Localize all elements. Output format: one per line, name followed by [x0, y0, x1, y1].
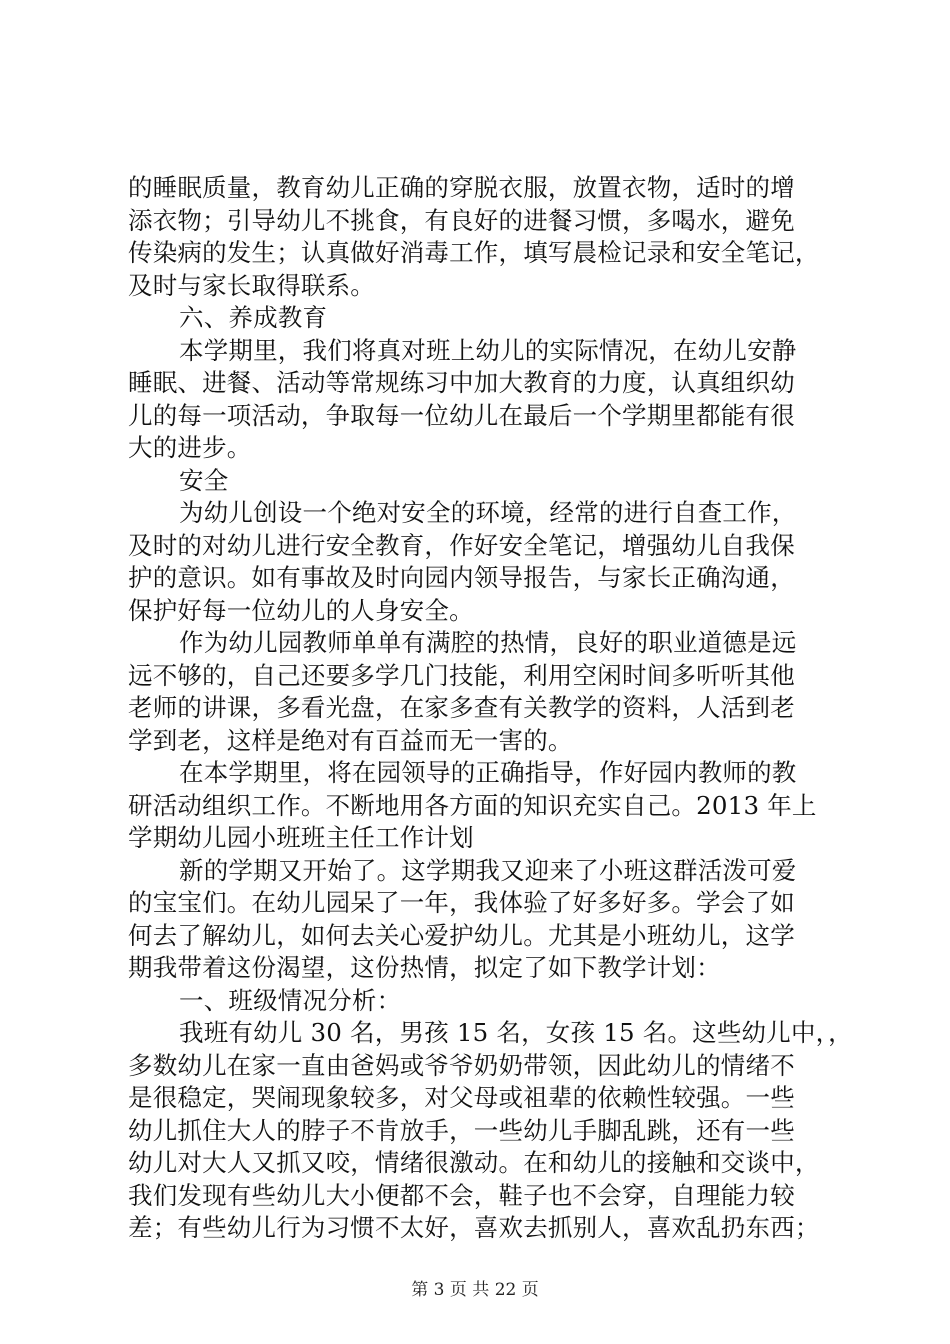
text-line: 儿的每一项活动，争取每一位幼儿在最后一个学期里都能有很 [128, 400, 795, 430]
text-line: 是很稳定，哭闹现象较多，对父母或祖辈的依赖性较强。一些 [128, 1083, 795, 1112]
text-line: 一、班级情况分析： [179, 985, 402, 1015]
page-number-footer: 第 3 页 共 22 页 [411, 1280, 539, 1300]
text-line: 新的学期又开始了。这学期我又迎来了小班这群活泼可爱 [179, 855, 797, 885]
text-line: 我班有幼儿 30 名，男孩 15 名，女孩 15 名。这些幼儿中，， [179, 1018, 853, 1047]
text-line: 我们发现有些幼儿大小便都不会，鞋子也不会穿，自理能力较 [128, 1180, 795, 1210]
text-line: 作为幼儿园教师单单有满腔的热情，良好的职业道德是远 [179, 628, 797, 657]
text-line: 六、养成教育 [179, 303, 328, 332]
text-line: 期我带着这份渴望，这份热情，拟定了如下教学计划： [128, 953, 721, 982]
text-line: 研活动组织工作。不断地用各方面的知识充实自己。2013 年上 [128, 790, 817, 820]
text-line: 的睡眠质量，教育幼儿正确的穿脱衣服，放置衣物，适时的增 [128, 173, 795, 202]
text-line: 老师的讲课，多看光盘，在家多查有关教学的资料，人活到老 [128, 693, 795, 722]
text-line: 学期幼儿园小班班主任工作计划 [128, 823, 474, 852]
text-line: 及时与家长取得联系。 [128, 270, 375, 300]
text-line: 本学期里，我们将真对班上幼儿的实际情况，在幼儿安静 [179, 335, 797, 365]
text-line: 添衣物；引导幼儿不挑食，有良好的进餐习惯，多喝水，避免 [128, 205, 795, 235]
text-line: 及时的对幼儿进行安全教育，作好安全笔记，增强幼儿自我保 [128, 530, 795, 560]
text-line: 何去了解幼儿，如何去关心爱护幼儿。尤其是小班幼儿，这学 [128, 920, 795, 950]
text-line: 的宝宝们。在幼儿园呆了一年，我体验了好多好多。学会了如 [128, 888, 795, 917]
text-line: 幼儿抓住大人的脖子不肯放手，一些幼儿手脚乱跳，还有一些 [128, 1115, 795, 1145]
text-line: 为幼儿创设一个绝对安全的环境，经常的进行自查工作， [179, 498, 797, 527]
text-line: 学到老，这样是绝对有百益而无一害的。 [128, 725, 573, 755]
text-line: 在本学期里，将在园领导的正确指导，作好园内教师的教 [179, 758, 797, 787]
text-line: 远不够的，自己还要多学几门技能，利用空闲时间多听听其他 [128, 660, 795, 690]
text-line: 大的进步。 [128, 433, 252, 462]
text-line: 安全 [179, 465, 229, 495]
text-line: 传染病的发生；认真做好消毒工作，填写晨检记录和安全笔记， [128, 238, 820, 267]
text-line: 护的意识。如有事故及时向园内领导报告，与家长正确沟通， [128, 563, 795, 592]
text-line: 多数幼儿在家一直由爸妈或爷爷奶奶带领，因此幼儿的情绪不 [128, 1050, 795, 1080]
document-body [128, 172, 853, 1245]
text-line: 睡眠、进餐、活动等常规练习中加大教育的力度，认真组织幼 [128, 368, 795, 397]
text-line: 差；有些幼儿行为习惯不太好，喜欢去抓别人，喜欢乱扔东西； [128, 1213, 820, 1242]
text-line: 保护好每一位幼儿的人身安全。 [128, 595, 474, 625]
text-line: 幼儿对大人又抓又咬，情绪很激动。在和幼儿的接触和交谈中， [128, 1148, 820, 1177]
